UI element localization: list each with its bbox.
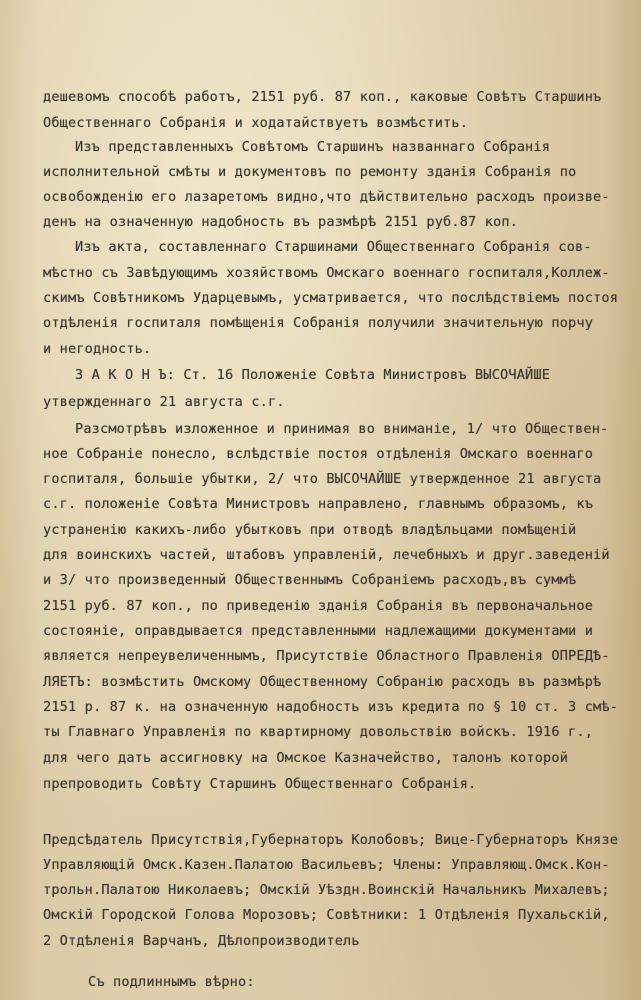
signatories-line: Омскій Городской Голова Морозовъ; Совѣтники: 1 Отдѣленія Пухальскій, xyxy=(43,907,610,923)
text-line: Общественнаго Собранія и ходатайствуетъ возмѣстить. xyxy=(43,115,469,131)
text-line: мѣстно съ Завѣдующимъ хозяйствомъ Омскаго военнаго госпиталя,Коллеж- xyxy=(43,265,610,281)
text-line: денъ на означенную надобность въ размѣрѣ 2151 руб.87 коп. xyxy=(43,214,519,230)
text-line: отдѣленія госпиталя помѣщенія Собранія получили значительную порчу xyxy=(43,315,594,331)
certification-line: Съ подлиннымъ вѣрно: xyxy=(88,974,255,990)
text-line: 2151 руб. 87 коп., по приведенію зданія Собранія въ первоначальное xyxy=(43,598,594,614)
text-line: с.г. положеніе Совѣта Министровъ направлено, главнымъ образомъ, къ xyxy=(43,496,594,512)
text-line: Разсмотрѣвъ изложенное и принимая во вниманіе, 1/ что Обществен- xyxy=(75,421,609,437)
text-line: 2151 р. 87 к. на означенную надобность изъ кредита по § 10 ст. 3 смѣ- xyxy=(43,699,619,715)
text-line: состояніе, оправдывается представленными надлежащими документами и xyxy=(43,623,594,639)
text-line: устраненію какихъ-либо убытковъ при отводѣ владѣльцами помѣщеній xyxy=(43,522,577,538)
text-line: скимъ Совѣтникомъ Ударцевымъ, усматривается, что послѣдствіемъ постоя xyxy=(43,290,619,306)
signatories-line: Предсѣдатель Присутствія,Губернаторъ Колобовъ; Вице-Губернаторъ Князе xyxy=(43,832,619,848)
text-line: и 3/ что произведенный Общественнымъ Собраніемъ расходъ,въ суммѣ xyxy=(43,572,577,588)
law-heading-line: З А К О Н Ъ: Ст. 16 Положеніе Совѣта Министровъ ВЫСОЧАЙШЕ xyxy=(75,367,551,383)
text-line: для чего дать ассигновку на Омское Казначейство, талонъ которой xyxy=(43,750,569,766)
text-line: Изъ акта, составленнаго Старшинами Общественнаго Собранія сов- xyxy=(75,239,592,255)
text-line: Изъ представленныхъ Совѣтомъ Старшинъ названнаго Собранія xyxy=(75,139,551,155)
text-line: освобожденію его лазаретомъ видно,что дѣйствительно расходъ произве- xyxy=(43,189,610,205)
text-line: препроводить Совѣту Старшинъ Общественнаго Собранія. xyxy=(43,776,477,792)
text-line: дешевомъ способѣ работъ, 2151 руб. 87 коп., каковые Совѣтъ Старшинъ xyxy=(43,89,602,105)
text-line: утвержденнаго 21 августа с.г. xyxy=(43,394,285,410)
text-line: для воинскихъ частей, штабовъ управленій, лечебныхъ и друг.заведеній xyxy=(43,547,610,563)
text-line: и негодность. xyxy=(43,341,152,357)
text-line: исполнительной смѣты и документовъ по ремонту зданія Собранія по xyxy=(43,164,577,180)
text-line: госпиталя, большіе убытки, 2/ что ВЫСОЧАЙШЕ утвержденное 21 августа xyxy=(43,471,602,487)
signatories-line: трольн.Палатою Николаевъ; Омскій Уѣздн.Воинскій Начальникъ Михалевъ; xyxy=(43,882,610,898)
text-line: ЛЯЕТЪ: возмѣстить Омскому Общественному Собранію расходъ въ размѣрѣ xyxy=(43,674,602,690)
signatories-line: 2 Отдѣленія Варчанъ, Дѣлопроизводитель xyxy=(43,933,360,949)
text-line: ное Собраніе понесло, вслѣдствіе постоя отдѣленія Омскаго военнаго xyxy=(43,446,594,462)
text-line: ты Главнаго Управленія по квартирному довольствію войскъ. 1916 г., xyxy=(43,724,594,740)
signatories-line: Управляющій Омск.Казен.Палатою Васильевъ; Члены: Управляющ.Омск.Кон- xyxy=(43,857,610,873)
text-line: является непреувеличеннымъ, Присутствіе Областного Правленія ОПРЕДѢ- xyxy=(43,648,610,664)
